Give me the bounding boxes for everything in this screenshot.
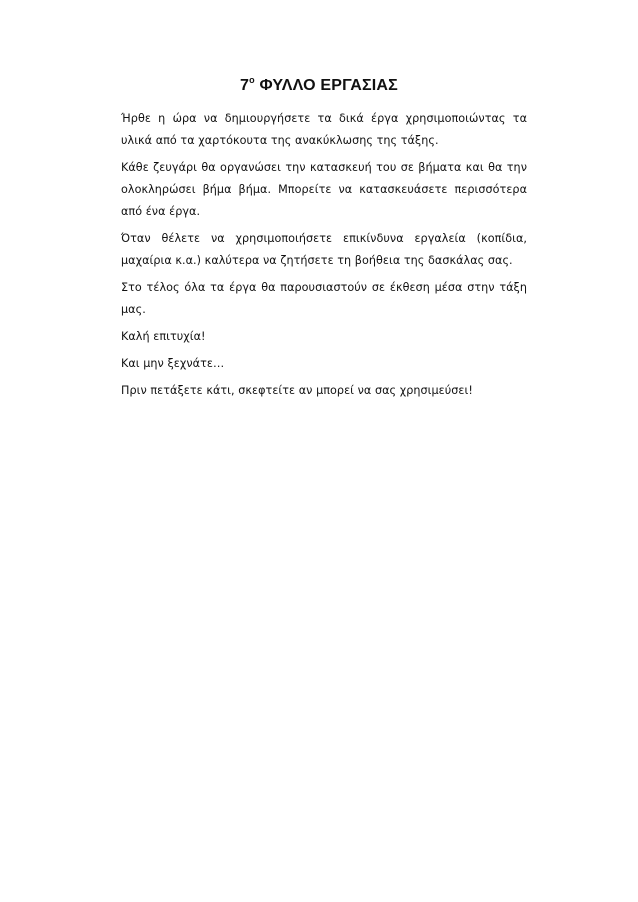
title-number: 7 [240,77,250,94]
paragraph-reminder: Και μην ξεχνάτε… [121,357,225,370]
paragraph-tools: Όταν θέλετε να χρησιμοποιήσετε επικίνδυνα εργαλεία (κοπίδια, μαχαίρια κ.α.) καλύτερα να ζητήσετε τη βοήθεια της δασκάλας σας. [121,232,527,267]
document-body [121,108,527,402]
title-text: ΦΥΛΛΟ ΕΡΓΑΣΙΑΣ [254,77,398,94]
paragraph-closing: Πριν πετάξετε κάτι, σκεφτείτε αν μπορεί να σας χρησιμεύσει! [121,384,473,397]
paragraph-pairs: Κάθε ζευγάρι θα οργανώσει την κατασκευή του σε βήματα και θα την ολοκληρώσει βήμα βήμα. Μπορείτε να κατασκευάσετε περισσότερα από ένα έργα. [121,161,527,218]
page-title [0,76,638,96]
title-superscript: ο [249,74,255,85]
paragraph-intro: Ήρθε η ώρα να δημιουργήσετε τα δικά έργα χρησιμοποιώντας τα υλικά από τα χαρτόκουτα της ανακύκλωσης της τάξης. [121,112,527,147]
paragraph-exhibition: Στο τέλος όλα τα έργα θα παρουσιαστούν σε έκθεση μέσα στην τάξη μας. [121,281,527,316]
paragraph-good-luck: Καλή επιτυχία! [121,330,206,343]
